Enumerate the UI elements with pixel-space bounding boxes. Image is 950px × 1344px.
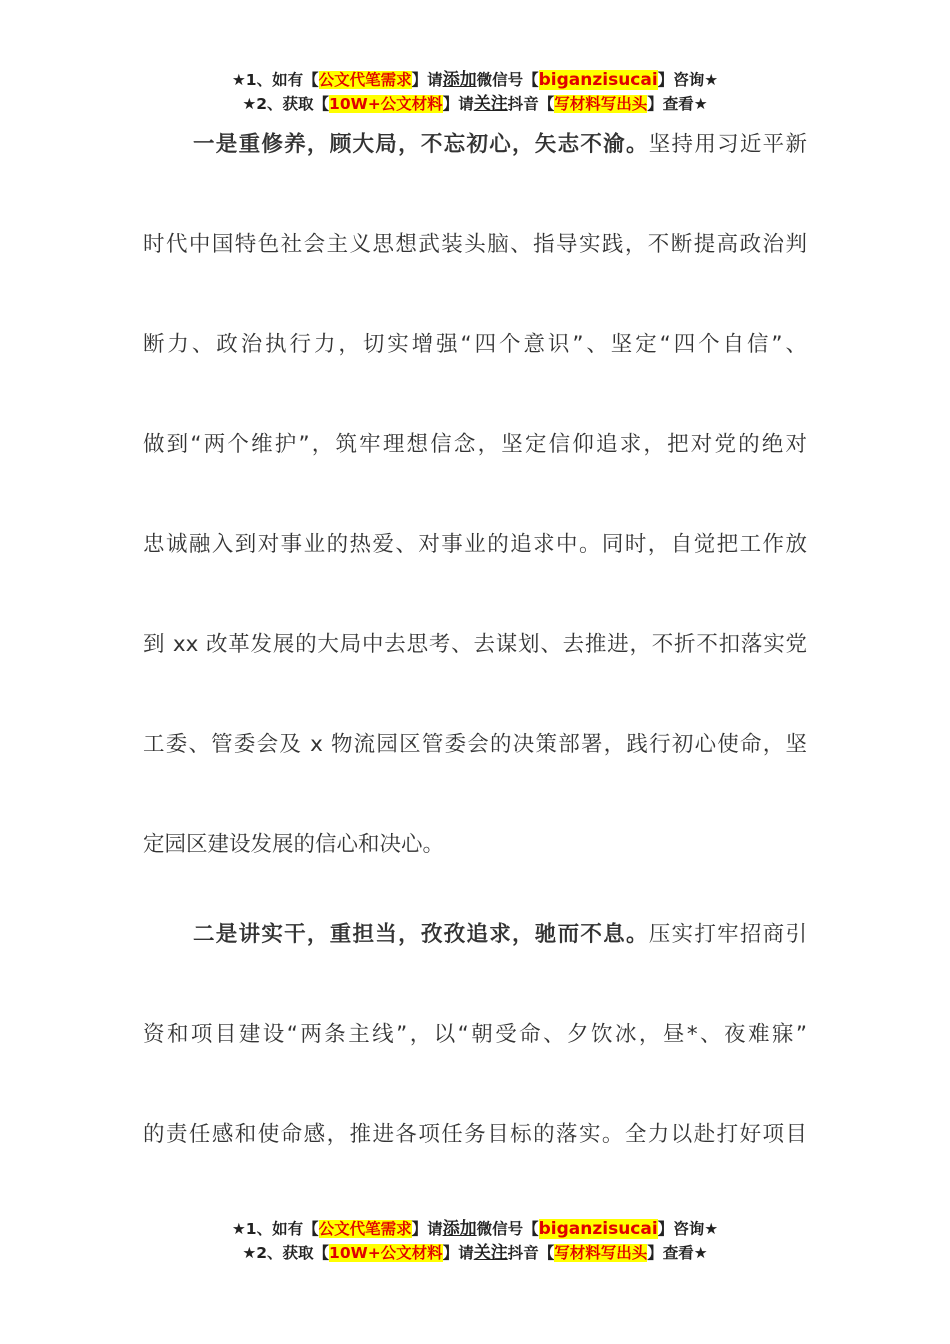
banner-text: 微信号【 [476, 1220, 539, 1238]
banner-highlight: 公文代笔需求 [318, 1220, 412, 1238]
banner-line-1 [0, 1217, 950, 1241]
banner-text: 抖音【 [507, 95, 555, 113]
paragraph-1-last-line: 定园区建设发展的信心和决心。 [143, 832, 445, 857]
banner-underlined: 添加 [442, 1219, 477, 1239]
paragraph-1-line: 时代中国特色社会主义思想武装头脑、指导实践，不断提高政治判 [143, 232, 807, 257]
banner-text: 】请 [411, 1220, 443, 1238]
banner-highlight: 公文代笔需求 [318, 71, 412, 89]
banner-highlight: 10W+公文材料 [329, 95, 443, 113]
banner-line-2 [0, 92, 950, 116]
banner-text: ★2、获取【 [242, 1244, 330, 1262]
banner-highlight: 10W+公文材料 [329, 1244, 443, 1262]
banner-text: ★1、如有【 [231, 71, 319, 89]
banner-underlined: 关注 [473, 1243, 508, 1263]
paragraph-1-line: 到 xx 改革发展的大局中去思考、去谋划、去推进，不折不扣落实党 [143, 632, 807, 657]
banner-text: 】请 [442, 1244, 474, 1262]
paragraph-text: 压实打牢招商引 [648, 922, 807, 947]
banner-text: 】查看★ [647, 95, 708, 113]
banner-underlined: 添加 [442, 70, 477, 90]
banner-text: 】查看★ [647, 1244, 708, 1262]
paragraph-text: 坚持用习近平新 [648, 132, 807, 157]
douyin-highlight: 写材料写出头 [554, 1244, 648, 1262]
footer-banner [0, 1217, 950, 1265]
banner-text: 微信号【 [476, 71, 539, 89]
wechat-id-highlight: biganzisucai [538, 1219, 658, 1239]
banner-text: 抖音【 [507, 1244, 555, 1262]
banner-text: 】咨询★ [657, 1220, 719, 1238]
banner-line-2 [0, 1241, 950, 1265]
paragraph-1-line: 做到“两个维护”，筑牢理想信念，坚定信仰追求，把对党的绝对 [143, 432, 807, 457]
douyin-highlight: 写材料写出头 [554, 95, 648, 113]
header-banner [0, 68, 950, 116]
paragraph-1-line: 忠诚融入到对事业的热爱、对事业的追求中。同时，自觉把工作放 [143, 532, 807, 557]
paragraph-1-line: 工委、管委会及 x 物流园区管委会的决策部署，践行初心使命，坚 [143, 732, 807, 757]
wechat-id-highlight: biganzisucai [538, 70, 658, 90]
banner-text: 】咨询★ [657, 71, 719, 89]
banner-text: ★1、如有【 [231, 1220, 319, 1238]
paragraph-2-line: 的责任感和使命感，推进各项任务目标的落实。全力以赴打好项目 [143, 1122, 807, 1147]
paragraph-2-line: 资和项目建设“两条主线”，以“朝受命、夕饮冰，昼*、夜难寐” [143, 1022, 807, 1047]
paragraph-1-line-1 [143, 130, 807, 160]
banner-line-1 [0, 68, 950, 92]
banner-underlined: 关注 [473, 94, 508, 114]
paragraph-1-lead: 一是重修养，顾大局，不忘初心，矢志不渝。 [193, 132, 649, 157]
banner-text: ★2、获取【 [242, 95, 330, 113]
paragraph-2-line-1 [143, 920, 807, 950]
paragraph-2-lead: 二是讲实干，重担当，孜孜追求，驰而不息。 [193, 922, 649, 947]
paragraph-1-line: 断力、政治执行力，切实增强“四个意识”、坚定“四个自信”、 [143, 332, 807, 357]
banner-text: 】请 [442, 95, 474, 113]
banner-text: 】请 [411, 71, 443, 89]
